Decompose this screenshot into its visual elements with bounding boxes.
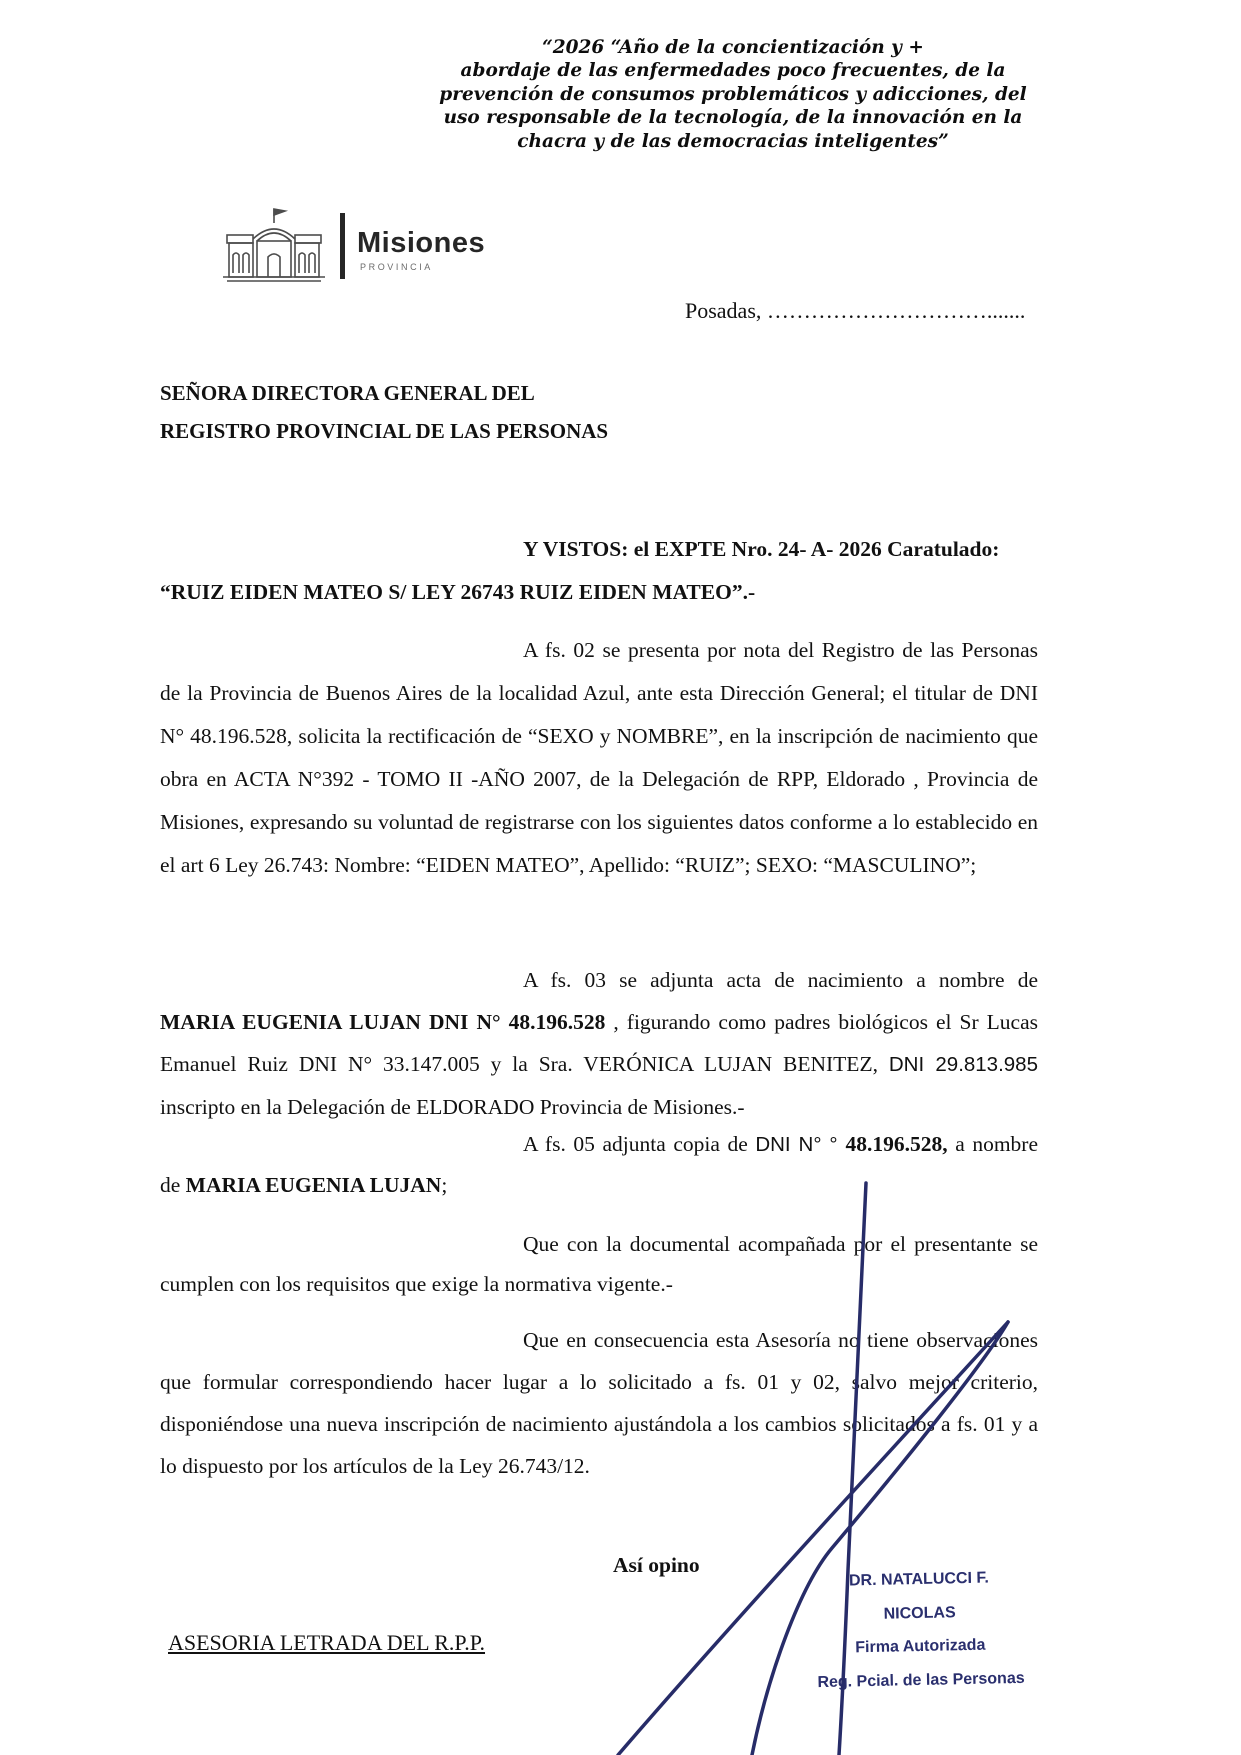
stamp-authorized-line: Firma Autorizada	[855, 1636, 986, 1657]
fs03-text: , figurando como padres biológicos el Sr Lucas Emanuel Ruiz DNI N° 33.147.005 y la Sra. VERÓNICA LUJAN BENITEZ,	[160, 1010, 1039, 1076]
paragraph-fs03	[160, 959, 1038, 1128]
vistos-caratula-line: “RUIZ EIDEN MATEO S/ LEY 26743 RUIZ EIDEN MATEO”.-	[160, 580, 756, 604]
fs03-text: A fs. 03 se adjunta acta de nacimiento a nombre de	[523, 968, 1038, 992]
fs03-text: inscripto en la Delegación de ELDORADO Provincia de Misiones.-	[160, 1095, 745, 1119]
fs03-mother-dni: DNI 29.813.985	[888, 1053, 1038, 1076]
fs05-dni-label: DNI N° °	[755, 1133, 846, 1156]
logo-divider	[340, 213, 345, 279]
motto-line: uso responsable de la tecnología, de la innovación en la	[443, 107, 1023, 129]
fs05-text: a nombre de	[160, 1132, 1038, 1197]
motto-line: chacra y de las democracias inteligentes”	[517, 130, 949, 152]
fs05-text: A fs. 05 adjunta copia de	[523, 1132, 756, 1156]
authorized-signature-stamp	[811, 1561, 1030, 1699]
paragraph-consecuencia: Que en consecuencia esta Asesoría no tiene observaciones que formular correspondiendo hacer lugar a lo solicitado a fs. 01 y 02, salvo mejor criterio, disponiéndose una nueva inscripción de nacimiento ajustándola a los cambios solicitados a fs. 01 y a lo dispuesto por los artículos de la Ley 26.743/12.	[160, 1328, 1038, 1478]
addressee-line: REGISTRO PROVINCIAL DE LAS PERSONAS	[160, 419, 609, 443]
asesoria-letrada-label: ASESORIA LETRADA DEL R.P.P.	[168, 1630, 486, 1655]
motto-line: prevención de consumos problemáticos y adicciones, del	[439, 83, 1027, 105]
paragraph-documental: Que con la documental acompañada por el presentante se cumplen con los requisitos que exige la normativa vigente.-	[160, 1232, 1038, 1296]
vistos-line: Y VISTOS: el EXPTE Nro. 24- A- 2026 Caratulado:	[523, 537, 1000, 561]
logo-province-subtitle: PROVINCIA	[360, 262, 433, 272]
logo-province-name: Misiones	[357, 227, 486, 259]
fs05-name-bold: MARIA EUGENIA LUJAN	[185, 1173, 442, 1197]
addressee-block	[160, 374, 608, 450]
fs05-text: ;	[441, 1173, 448, 1197]
fs03-name-dni-bold: MARIA EUGENIA LUJAN DNI N° 48.196.528	[160, 1010, 614, 1034]
year-motto	[428, 36, 1038, 153]
addressee-line: SEÑORA DIRECTORA GENERAL DEL	[160, 381, 535, 405]
asi-opino-label: Así opino	[613, 1553, 700, 1577]
vistos-heading	[160, 528, 1038, 614]
stamp-registry-line: Reg. Pcial. de las Personas	[817, 1669, 1025, 1691]
fs05-dni-number-bold: 48.196.528,	[845, 1132, 948, 1156]
motto-line: “2026 “Año de la concientización y +	[542, 37, 924, 58]
government-building-icon	[215, 205, 333, 285]
paragraph-fs02: A fs. 02 se presenta por nota del Registro de las Personas de la Provincia de Buenos Aires de la localidad Azul, ante esta Dirección General; el titular de DNI N° 48.196.528, solicita la rectificación de “SEXO y NOMBRE”, en la inscripción de nacimiento que obra en ACTA N°392 - TOMO II -AÑO 2007, de la Delegación de RPP, Eldorado , Provincia de Misiones, expresando su voluntad de registrarse con los siguientes datos conforme a lo establecido en el art 6 Ley 26.743: Nombre: “EIDEN MATEO”, Apellido: “RUIZ”; SEXO: “MASCULINO”;	[160, 638, 1038, 877]
city-date-line: Posadas, ………………………….......	[685, 298, 1026, 323]
motto-line: abordaje de las enfermedades poco frecuentes, de la	[460, 60, 1006, 82]
stamp-name-line: DR. NATALUCCI F. NICOLAS	[848, 1569, 990, 1623]
paragraph-fs05	[160, 1124, 1038, 1206]
misiones-logo	[215, 205, 495, 285]
